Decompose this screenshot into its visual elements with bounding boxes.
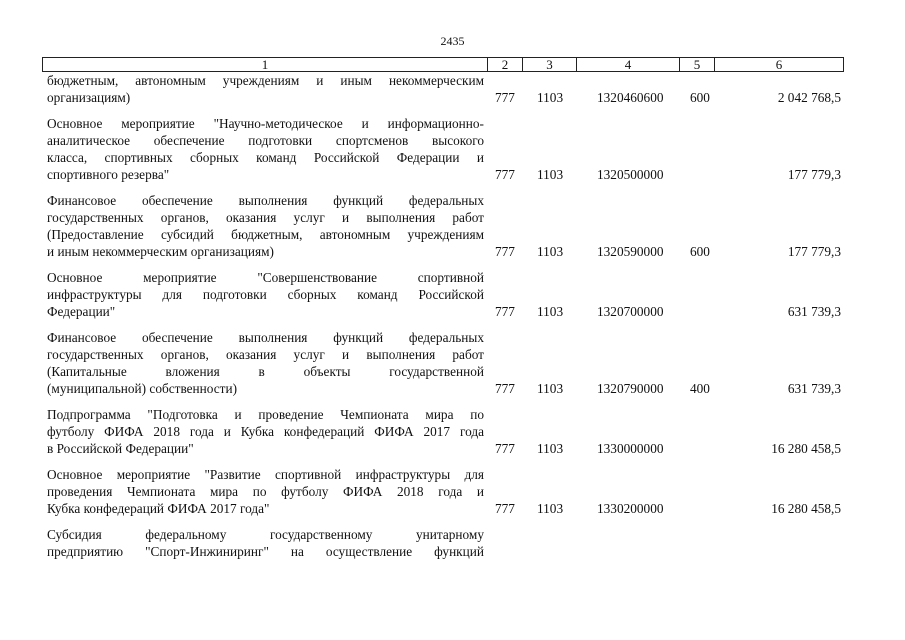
row-values <box>47 166 847 183</box>
amount: 177 779,3 <box>787 244 841 259</box>
section-code: 1103 <box>537 90 564 105</box>
ministry-code: 777 <box>495 304 515 319</box>
description-line: предприятию "Спорт-Инжиниринг" на осуществление функций <box>47 544 484 559</box>
ministry-code: 777 <box>495 90 515 105</box>
row-values <box>47 303 847 320</box>
ministry-code: 777 <box>495 441 515 456</box>
amount: 16 280 458,5 <box>771 501 841 516</box>
description-line: аналитическое обеспечение подготовки спортсменов высокого <box>47 133 484 148</box>
row-values <box>47 543 847 560</box>
description-line: проведения Чемпионата мира по футболу ФИФА 2018 года и <box>47 484 484 499</box>
target-article-code: 1320790000 <box>597 381 664 396</box>
ministry-code: 777 <box>495 244 515 259</box>
expense-type-code: 600 <box>690 244 710 259</box>
ministry-code: 777 <box>495 167 515 182</box>
ministry-code: 777 <box>495 381 515 396</box>
row-values <box>47 380 847 397</box>
table-row <box>47 192 847 260</box>
description-line: (Предоставление субсидий бюджетным, автономным учреждениям <box>47 227 484 242</box>
table-row <box>47 466 847 517</box>
expense-type-code: 400 <box>690 381 710 396</box>
table-row <box>47 329 847 397</box>
section-code: 1103 <box>537 167 564 182</box>
row-values <box>47 89 847 106</box>
target-article-code: 1320700000 <box>597 304 664 319</box>
table-row <box>47 269 847 320</box>
header-col-5: 5 <box>680 58 715 71</box>
section-code: 1103 <box>537 244 564 259</box>
description-line: и иным некоммерческим организациям) <box>47 244 274 259</box>
description-line: организациям) <box>47 90 131 105</box>
amount: 2 042 768,5 <box>777 90 841 105</box>
table-row <box>47 72 847 106</box>
amount: 177 779,3 <box>787 167 841 182</box>
description-line: Основное мероприятие "Совершенствование спортивной <box>47 270 484 285</box>
table-row <box>47 526 847 560</box>
description-line: Федерации" <box>47 304 116 319</box>
amount: 631 739,3 <box>787 304 841 319</box>
row-values <box>47 440 847 457</box>
description-line: Основное мероприятие "Развитие спортивной инфраструктуры для <box>47 467 484 482</box>
header-col-1: 1 <box>43 58 488 71</box>
description-line: в Российской Федерации" <box>47 441 194 456</box>
section-code: 1103 <box>537 381 564 396</box>
ministry-code: 777 <box>495 501 515 516</box>
description-line: Основное мероприятие "Научно-методическое и информационно- <box>47 116 484 131</box>
description-line: класса, спортивных сборных команд Российской Федерации и <box>47 150 484 165</box>
row-values <box>47 500 847 517</box>
description-line: бюджетным, автономным учреждениям и иным некоммерческим <box>47 73 484 88</box>
table-row <box>47 115 847 183</box>
description-line: (Капитальные вложения в объекты государственной <box>47 364 484 379</box>
description-line: спортивного резерва" <box>47 167 170 182</box>
description-line: Подпрограмма "Подготовка и проведение Чемпионата мира по <box>47 407 484 422</box>
description-line: Финансовое обеспечение выполнения функций федеральных <box>47 330 484 345</box>
expense-type-code: 600 <box>690 90 710 105</box>
page-number: 2435 <box>440 34 465 48</box>
target-article-code: 1330000000 <box>597 441 664 456</box>
amount: 16 280 458,5 <box>771 441 841 456</box>
description-line: Финансовое обеспечение выполнения функций федеральных <box>47 193 484 208</box>
table-row <box>47 406 847 457</box>
description-line: Субсидия федеральному государственному унитарному <box>47 527 484 542</box>
amount: 631 739,3 <box>787 381 841 396</box>
target-article-code: 1330200000 <box>597 501 664 516</box>
header-col-6: 6 <box>775 57 783 72</box>
table-header-row <box>42 57 844 72</box>
row-values <box>47 243 847 260</box>
section-code: 1103 <box>537 501 564 516</box>
table-body <box>47 74 847 569</box>
header-col-3: 3 <box>523 58 577 71</box>
target-article-code: 1320590000 <box>597 244 664 259</box>
description-line: инфраструктуры для подготовки сборных команд Российской <box>47 287 484 302</box>
section-code: 1103 <box>537 441 564 456</box>
section-code: 1103 <box>537 304 564 319</box>
target-article-code: 1320500000 <box>597 167 664 182</box>
description-line: Кубка конфедераций ФИФА 2017 года" <box>47 501 270 516</box>
description-line: (муниципальной) собственности) <box>47 381 238 396</box>
header-col-2: 2 <box>488 58 523 71</box>
description-line: государственных органов, оказания услуг и выполнения работ <box>47 210 484 225</box>
target-article-code: 1320460600 <box>597 90 664 105</box>
description-line: футболу ФИФА 2018 года и Кубка конфедераций ФИФА 2017 года <box>47 424 484 439</box>
header-col-4: 4 <box>577 58 680 71</box>
description-line: государственных органов, оказания услуг и выполнения работ <box>47 347 484 362</box>
